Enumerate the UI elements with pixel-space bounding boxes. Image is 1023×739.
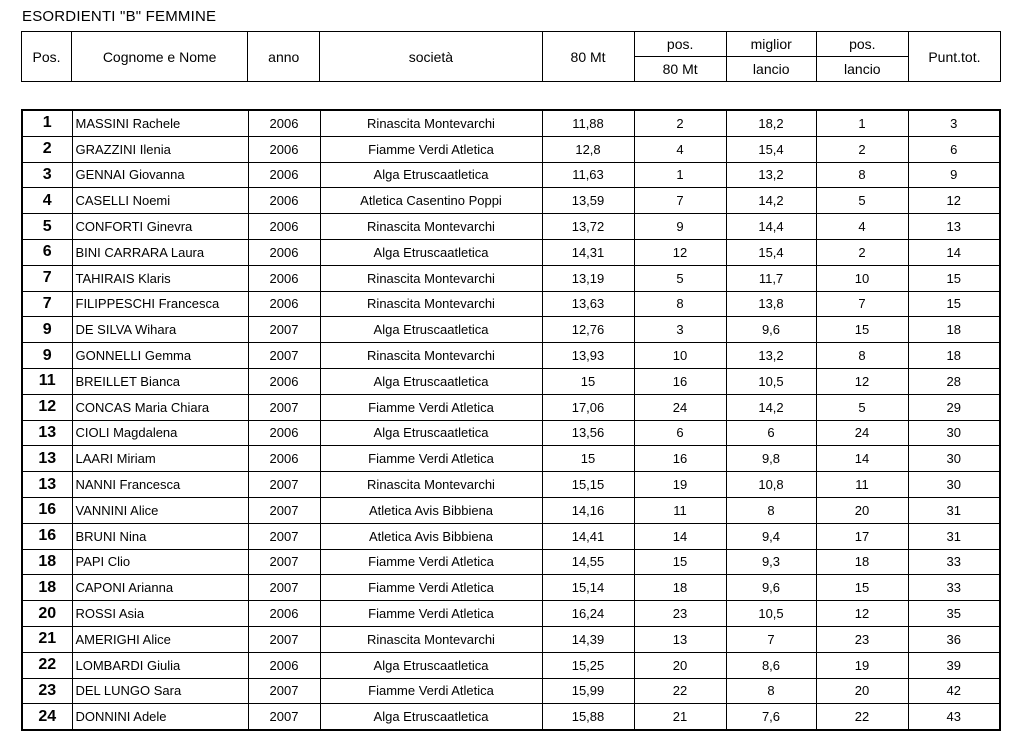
- cell-name: ROSSI Asia: [72, 601, 248, 627]
- cell-pos80: 5: [634, 265, 726, 291]
- cell-poslancio: 12: [816, 368, 908, 394]
- cell-poslancio: 22: [816, 704, 908, 730]
- page-title: ESORDIENTI "B" FEMMINE: [22, 8, 217, 25]
- cell-societa: Fiamme Verdi Atletica: [320, 549, 542, 575]
- table-row: [22, 523, 1000, 549]
- cell-name: NANNI Francesca: [72, 472, 248, 498]
- cell-anno: 2007: [248, 626, 320, 652]
- cell-80mt: 17,06: [542, 394, 634, 420]
- cell-poslancio: 17: [816, 523, 908, 549]
- cell-poslancio: 15: [816, 575, 908, 601]
- cell-80mt: 11,63: [542, 162, 634, 188]
- cell-name: PAPI Clio: [72, 549, 248, 575]
- cell-pos80: 15: [634, 549, 726, 575]
- cell-pos: 21: [22, 626, 72, 652]
- cell-poslancio: 8: [816, 162, 908, 188]
- cell-punt: 14: [908, 239, 1000, 265]
- cell-pos: 5: [22, 214, 72, 240]
- cell-poslancio: 15: [816, 317, 908, 343]
- table-row: [22, 704, 1000, 730]
- cell-name: CAPONI Arianna: [72, 575, 248, 601]
- cell-punt: 9: [908, 162, 1000, 188]
- header-name: Cognome e Nome: [72, 32, 248, 82]
- cell-pos: 22: [22, 652, 72, 678]
- cell-80mt: 12,76: [542, 317, 634, 343]
- cell-pos: 18: [22, 575, 72, 601]
- cell-name: BRUNI Nina: [72, 523, 248, 549]
- cell-pos: 1: [22, 110, 72, 136]
- cell-punt: 31: [908, 497, 1000, 523]
- cell-punt: 13: [908, 214, 1000, 240]
- cell-societa: Rinascita Montevarchi: [320, 110, 542, 136]
- cell-punt: 18: [908, 317, 1000, 343]
- cell-lancio: 15,4: [726, 239, 816, 265]
- cell-pos80: 20: [634, 652, 726, 678]
- cell-pos: 4: [22, 188, 72, 214]
- cell-name: VANNINI Alice: [72, 497, 248, 523]
- cell-societa: Atletica Avis Bibbiena: [320, 497, 542, 523]
- cell-societa: Alga Etruscaatletica: [320, 162, 542, 188]
- cell-lancio: 10,5: [726, 368, 816, 394]
- cell-anno: 2006: [248, 291, 320, 317]
- cell-lancio: 15,4: [726, 136, 816, 162]
- cell-name: LAARI Miriam: [72, 446, 248, 472]
- cell-lancio: 10,8: [726, 472, 816, 498]
- cell-pos: 7: [22, 265, 72, 291]
- cell-anno: 2006: [248, 368, 320, 394]
- cell-lancio: 9,6: [726, 317, 816, 343]
- cell-80mt: 15,25: [542, 652, 634, 678]
- cell-lancio: 9,6: [726, 575, 816, 601]
- cell-anno: 2007: [248, 394, 320, 420]
- cell-punt: 28: [908, 368, 1000, 394]
- cell-punt: 33: [908, 575, 1000, 601]
- cell-anno: 2006: [248, 162, 320, 188]
- header-punt: Punt.tot.: [908, 32, 1000, 82]
- cell-anno: 2007: [248, 549, 320, 575]
- cell-name: GRAZZINI Ilenia: [72, 136, 248, 162]
- cell-punt: 15: [908, 265, 1000, 291]
- cell-pos80: 16: [634, 446, 726, 472]
- table-row: [22, 601, 1000, 627]
- cell-80mt: 14,39: [542, 626, 634, 652]
- cell-lancio: 8,6: [726, 652, 816, 678]
- cell-anno: 2006: [248, 136, 320, 162]
- cell-pos: 13: [22, 472, 72, 498]
- header-poslancio-bottom: lancio: [816, 57, 908, 82]
- cell-name: BINI CARRARA Laura: [72, 239, 248, 265]
- cell-punt: 43: [908, 704, 1000, 730]
- cell-anno: 2006: [248, 446, 320, 472]
- cell-name: GENNAI Giovanna: [72, 162, 248, 188]
- cell-punt: 33: [908, 549, 1000, 575]
- cell-pos: 20: [22, 601, 72, 627]
- header-lancio-bottom: lancio: [726, 57, 816, 82]
- cell-lancio: 13,8: [726, 291, 816, 317]
- table-row: [22, 549, 1000, 575]
- cell-societa: Alga Etruscaatletica: [320, 704, 542, 730]
- cell-societa: Alga Etruscaatletica: [320, 368, 542, 394]
- cell-anno: 2007: [248, 678, 320, 704]
- table-row: [22, 394, 1000, 420]
- cell-anno: 2006: [248, 601, 320, 627]
- cell-societa: Fiamme Verdi Atletica: [320, 601, 542, 627]
- cell-pos: 18: [22, 549, 72, 575]
- cell-societa: Rinascita Montevarchi: [320, 214, 542, 240]
- cell-poslancio: 5: [816, 188, 908, 214]
- header-anno: anno: [248, 32, 320, 82]
- cell-80mt: 13,72: [542, 214, 634, 240]
- cell-lancio: 14,4: [726, 214, 816, 240]
- cell-lancio: 8: [726, 497, 816, 523]
- cell-societa: Atletica Casentino Poppi: [320, 188, 542, 214]
- cell-societa: Rinascita Montevarchi: [320, 265, 542, 291]
- cell-pos: 16: [22, 497, 72, 523]
- cell-anno: 2006: [248, 188, 320, 214]
- cell-80mt: 14,41: [542, 523, 634, 549]
- cell-punt: 6: [908, 136, 1000, 162]
- cell-name: CONCAS Maria Chiara: [72, 394, 248, 420]
- cell-societa: Fiamme Verdi Atletica: [320, 678, 542, 704]
- table-row: [22, 420, 1000, 446]
- cell-pos: 13: [22, 420, 72, 446]
- cell-pos80: 22: [634, 678, 726, 704]
- cell-80mt: 13,56: [542, 420, 634, 446]
- cell-lancio: 11,7: [726, 265, 816, 291]
- cell-80mt: 15,15: [542, 472, 634, 498]
- cell-anno: 2007: [248, 343, 320, 369]
- cell-lancio: 6: [726, 420, 816, 446]
- cell-societa: Alga Etruscaatletica: [320, 317, 542, 343]
- table-row: [22, 678, 1000, 704]
- cell-anno: 2006: [248, 420, 320, 446]
- cell-name: DEL LUNGO Sara: [72, 678, 248, 704]
- table-row: [22, 317, 1000, 343]
- cell-80mt: 15,99: [542, 678, 634, 704]
- cell-punt: 29: [908, 394, 1000, 420]
- cell-poslancio: 11: [816, 472, 908, 498]
- table-row: [22, 162, 1000, 188]
- cell-punt: 15: [908, 291, 1000, 317]
- cell-punt: 12: [908, 188, 1000, 214]
- header-societa: società: [320, 32, 542, 82]
- cell-pos80: 12: [634, 239, 726, 265]
- cell-societa: Alga Etruscaatletica: [320, 239, 542, 265]
- cell-lancio: 9,4: [726, 523, 816, 549]
- cell-pos80: 4: [634, 136, 726, 162]
- cell-name: BREILLET Bianca: [72, 368, 248, 394]
- table-row: [22, 110, 1000, 136]
- cell-name: MASSINI Rachele: [72, 110, 248, 136]
- cell-pos80: 3: [634, 317, 726, 343]
- cell-name: DE SILVA Wihara: [72, 317, 248, 343]
- cell-name: CIOLI Magdalena: [72, 420, 248, 446]
- header-lancio-top: miglior: [726, 32, 816, 57]
- cell-pos80: 1: [634, 162, 726, 188]
- cell-societa: Rinascita Montevarchi: [320, 626, 542, 652]
- cell-pos80: 16: [634, 368, 726, 394]
- header-table: [21, 31, 1001, 82]
- cell-societa: Fiamme Verdi Atletica: [320, 394, 542, 420]
- cell-anno: 2007: [248, 704, 320, 730]
- cell-pos: 24: [22, 704, 72, 730]
- cell-pos80: 13: [634, 626, 726, 652]
- cell-anno: 2006: [248, 214, 320, 240]
- cell-80mt: 14,16: [542, 497, 634, 523]
- table-row: [22, 652, 1000, 678]
- cell-punt: 30: [908, 472, 1000, 498]
- cell-societa: Fiamme Verdi Atletica: [320, 575, 542, 601]
- cell-pos80: 21: [634, 704, 726, 730]
- header-pos80-bottom: 80 Mt: [634, 57, 726, 82]
- cell-name: CONFORTI Ginevra: [72, 214, 248, 240]
- cell-pos80: 9: [634, 214, 726, 240]
- cell-pos: 9: [22, 343, 72, 369]
- cell-societa: Rinascita Montevarchi: [320, 472, 542, 498]
- cell-80mt: 15: [542, 368, 634, 394]
- cell-pos80: 11: [634, 497, 726, 523]
- cell-punt: 35: [908, 601, 1000, 627]
- cell-80mt: 15,88: [542, 704, 634, 730]
- table-row: [22, 472, 1000, 498]
- cell-poslancio: 18: [816, 549, 908, 575]
- cell-lancio: 14,2: [726, 394, 816, 420]
- table-row: [22, 188, 1000, 214]
- cell-societa: Rinascita Montevarchi: [320, 343, 542, 369]
- cell-punt: 30: [908, 446, 1000, 472]
- cell-anno: 2007: [248, 317, 320, 343]
- cell-lancio: 13,2: [726, 162, 816, 188]
- cell-pos: 2: [22, 136, 72, 162]
- cell-poslancio: 14: [816, 446, 908, 472]
- cell-poslancio: 8: [816, 343, 908, 369]
- results-table: [21, 109, 1001, 731]
- cell-pos80: 23: [634, 601, 726, 627]
- cell-lancio: 18,2: [726, 110, 816, 136]
- cell-punt: 30: [908, 420, 1000, 446]
- table-row: [22, 368, 1000, 394]
- cell-punt: 31: [908, 523, 1000, 549]
- cell-poslancio: 7: [816, 291, 908, 317]
- cell-lancio: 7,6: [726, 704, 816, 730]
- cell-societa: Alga Etruscaatletica: [320, 652, 542, 678]
- cell-pos: 16: [22, 523, 72, 549]
- cell-pos80: 14: [634, 523, 726, 549]
- cell-societa: Atletica Avis Bibbiena: [320, 523, 542, 549]
- table-row: [22, 239, 1000, 265]
- cell-anno: 2006: [248, 239, 320, 265]
- cell-anno: 2007: [248, 575, 320, 601]
- cell-pos: 12: [22, 394, 72, 420]
- cell-name: FILIPPESCHI Francesca: [72, 291, 248, 317]
- cell-anno: 2007: [248, 497, 320, 523]
- cell-80mt: 13,93: [542, 343, 634, 369]
- cell-poslancio: 19: [816, 652, 908, 678]
- cell-pos: 11: [22, 368, 72, 394]
- cell-pos: 23: [22, 678, 72, 704]
- cell-name: TAHIRAIS Klaris: [72, 265, 248, 291]
- cell-poslancio: 23: [816, 626, 908, 652]
- cell-anno: 2006: [248, 652, 320, 678]
- cell-name: DONNINI Adele: [72, 704, 248, 730]
- cell-punt: 3: [908, 110, 1000, 136]
- cell-80mt: 14,55: [542, 549, 634, 575]
- table-row: [22, 343, 1000, 369]
- cell-poslancio: 20: [816, 497, 908, 523]
- cell-anno: 2007: [248, 472, 320, 498]
- cell-pos80: 6: [634, 420, 726, 446]
- table-row: [22, 626, 1000, 652]
- cell-poslancio: 4: [816, 214, 908, 240]
- cell-80mt: 13,59: [542, 188, 634, 214]
- cell-pos: 3: [22, 162, 72, 188]
- cell-punt: 36: [908, 626, 1000, 652]
- cell-societa: Alga Etruscaatletica: [320, 420, 542, 446]
- cell-punt: 42: [908, 678, 1000, 704]
- cell-pos80: 10: [634, 343, 726, 369]
- cell-lancio: 13,2: [726, 343, 816, 369]
- table-row: [22, 265, 1000, 291]
- cell-pos: 6: [22, 239, 72, 265]
- header-pos80-top: pos.: [634, 32, 726, 57]
- cell-lancio: 9,8: [726, 446, 816, 472]
- cell-poslancio: 20: [816, 678, 908, 704]
- cell-lancio: 10,5: [726, 601, 816, 627]
- cell-80mt: 14,31: [542, 239, 634, 265]
- cell-punt: 39: [908, 652, 1000, 678]
- table-row: [22, 214, 1000, 240]
- cell-poslancio: 5: [816, 394, 908, 420]
- table-row: [22, 291, 1000, 317]
- cell-anno: 2006: [248, 110, 320, 136]
- header-80mt: 80 Mt: [542, 32, 634, 82]
- cell-lancio: 7: [726, 626, 816, 652]
- cell-pos: 13: [22, 446, 72, 472]
- table-row: [22, 575, 1000, 601]
- cell-80mt: 15,14: [542, 575, 634, 601]
- cell-80mt: 16,24: [542, 601, 634, 627]
- table-row: [22, 446, 1000, 472]
- cell-societa: Rinascita Montevarchi: [320, 291, 542, 317]
- cell-poslancio: 1: [816, 110, 908, 136]
- cell-name: AMERIGHI Alice: [72, 626, 248, 652]
- cell-80mt: 13,63: [542, 291, 634, 317]
- cell-poslancio: 2: [816, 239, 908, 265]
- cell-pos80: 18: [634, 575, 726, 601]
- cell-pos80: 2: [634, 110, 726, 136]
- cell-poslancio: 12: [816, 601, 908, 627]
- cell-80mt: 13,19: [542, 265, 634, 291]
- cell-name: CASELLI Noemi: [72, 188, 248, 214]
- cell-lancio: 9,3: [726, 549, 816, 575]
- cell-pos: 7: [22, 291, 72, 317]
- cell-pos80: 7: [634, 188, 726, 214]
- header-poslancio-top: pos.: [816, 32, 908, 57]
- cell-pos80: 19: [634, 472, 726, 498]
- cell-80mt: 12,8: [542, 136, 634, 162]
- cell-societa: Fiamme Verdi Atletica: [320, 446, 542, 472]
- cell-80mt: 15: [542, 446, 634, 472]
- cell-poslancio: 2: [816, 136, 908, 162]
- cell-societa: Fiamme Verdi Atletica: [320, 136, 542, 162]
- cell-pos80: 8: [634, 291, 726, 317]
- cell-pos80: 24: [634, 394, 726, 420]
- header-pos: Pos.: [22, 32, 72, 82]
- cell-80mt: 11,88: [542, 110, 634, 136]
- cell-poslancio: 10: [816, 265, 908, 291]
- cell-pos: 9: [22, 317, 72, 343]
- cell-anno: 2006: [248, 265, 320, 291]
- cell-name: LOMBARDI Giulia: [72, 652, 248, 678]
- table-row: [22, 497, 1000, 523]
- cell-poslancio: 24: [816, 420, 908, 446]
- cell-anno: 2007: [248, 523, 320, 549]
- table-row: [22, 136, 1000, 162]
- cell-lancio: 8: [726, 678, 816, 704]
- cell-name: GONNELLI Gemma: [72, 343, 248, 369]
- cell-lancio: 14,2: [726, 188, 816, 214]
- cell-punt: 18: [908, 343, 1000, 369]
